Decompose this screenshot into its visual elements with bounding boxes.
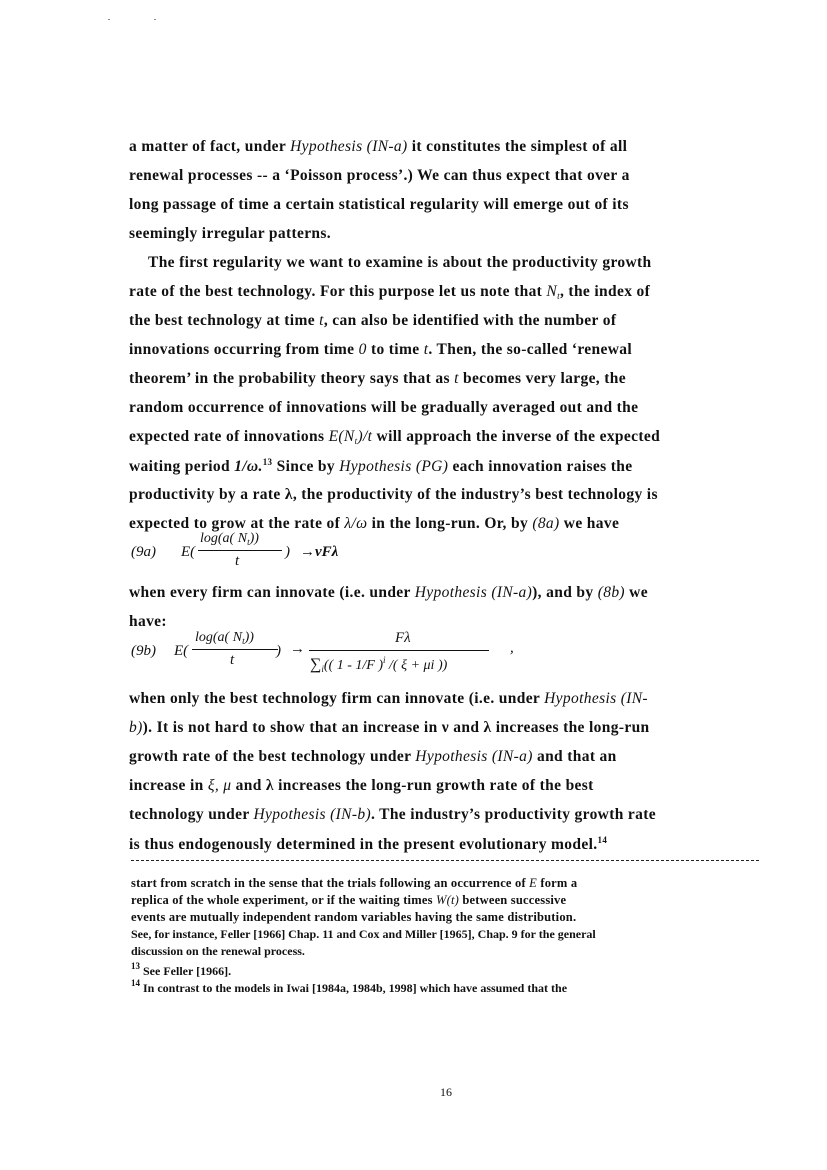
body-line-2: renewal processes -- a ‘Poisson process’.) We can thus expect that over a [129,167,630,184]
footnote-line-1: start from scratch in the sense that the trials following an occurrence of E form a [131,876,578,890]
equation-rhs-numerator: Fλ [395,630,411,646]
body-line-13: productivity by a rate λ, the productivity of the industry’s best technology is [129,486,658,503]
equation-numerator: log(a( $N_t$)) [200,531,259,547]
body-line-17: when only the best technology firm can innovate (i.e. under Hypothesis (IN- [129,690,648,707]
body-line-4: seemingly irregular patterns. [129,225,332,242]
equation-comma: , [510,640,514,656]
equation-denominator: t [235,553,240,569]
fraction-bar [309,650,489,651]
equation-arrow: → [290,641,305,657]
body-line-22: is thus endogenously determined in the present evolutionary model.$^{14}$ [129,835,608,853]
body-line-15: when every firm can innovate (i.e. under Hypothesis (IN-a)), and by (8b) we [129,584,648,601]
scan-speck [154,19,156,20]
page-number: 16 [440,1085,452,1099]
body-line-21: technology under Hypothesis (IN-b). The industry’s productivity growth rate [129,806,657,823]
equation-close: ) [285,544,290,560]
body-line-8: innovations occurring from time 0 to time t. Then, the so-called ‘renewal [129,341,633,358]
footnote-line-5: discussion on the renewal process. [131,944,305,958]
equation-rhs: →νFλ [300,544,339,560]
fraction-bar [198,550,282,551]
body-line-12: waiting period 1/ω.$^{13}$ Since by Hypothesis (PG) each innovation raises the [129,457,633,475]
body-line-14: expected to grow at the rate of λ/ω in the long-run. Or, by (8a) we have [129,515,620,532]
footnote-line-4: See, for instance, Feller [1966] Chap. 11 and Cox and Miller [1965], Chap. 9 for the general [131,927,596,941]
body-line-20: increase in ξ, μ and λ increases the long-run growth rate of the best [129,777,594,794]
body-line-9: theorem’ in the probability theory says that as t becomes very large, the [129,370,626,387]
body-line-19: growth rate of the best technology under Hypothesis (IN-a) and that an [129,748,617,765]
equation-rhs-denominator: $\sum_i$(( 1 - 1/F )$^i$ /( ξ + μi )) [310,655,448,674]
equation-label: (9a) [131,544,156,560]
body-line-16: have: [129,613,167,630]
footnote-13: $^{13}$ See Feller [1966]. [131,961,232,978]
equation-numerator: log(a( $N_t$)) [195,630,254,646]
equation-denominator: t [230,652,235,668]
equation-lhs: E( [181,544,196,560]
footnote-rule [131,860,759,861]
body-line-18: b)). It is not hard to show that an increase in ν and λ increases the long-run [129,719,650,736]
body-line-6: rate of the best technology. For this purpose let us note that $N_t$, the index of [129,283,651,301]
scan-speck [108,19,110,20]
body-line-1: a matter of fact, under Hypothesis (IN-a) it constitutes the simplest of all [129,138,628,155]
equation-lhs: E( [174,643,189,659]
equation-close: ) [276,643,281,659]
footnote-line-3: events are mutually independent random variables having the same distribution. [131,910,577,924]
equation-label: (9b) [131,643,156,659]
footnote-line-2: replica of the whole experiment, or if the waiting times W(t) between successive [131,893,567,907]
body-line-5: The first regularity we want to examine is about the productivity growth [148,254,652,271]
body-line-10: random occurrence of innovations will be gradually averaged out and the [129,399,639,416]
body-line-11: expected rate of innovations $E(N_t)/t$ will approach the inverse of the expected [129,428,661,446]
body-line-3: long passage of time a certain statistical regularity will emerge out of its [129,196,629,213]
footnote-14: $^{14}$ In contrast to the models in Iwai [1984a, 1984b, 1998] which have assumed that the [131,978,568,995]
fraction-bar [192,649,278,650]
body-line-7: the best technology at time t, can also be identified with the number of [129,312,617,329]
